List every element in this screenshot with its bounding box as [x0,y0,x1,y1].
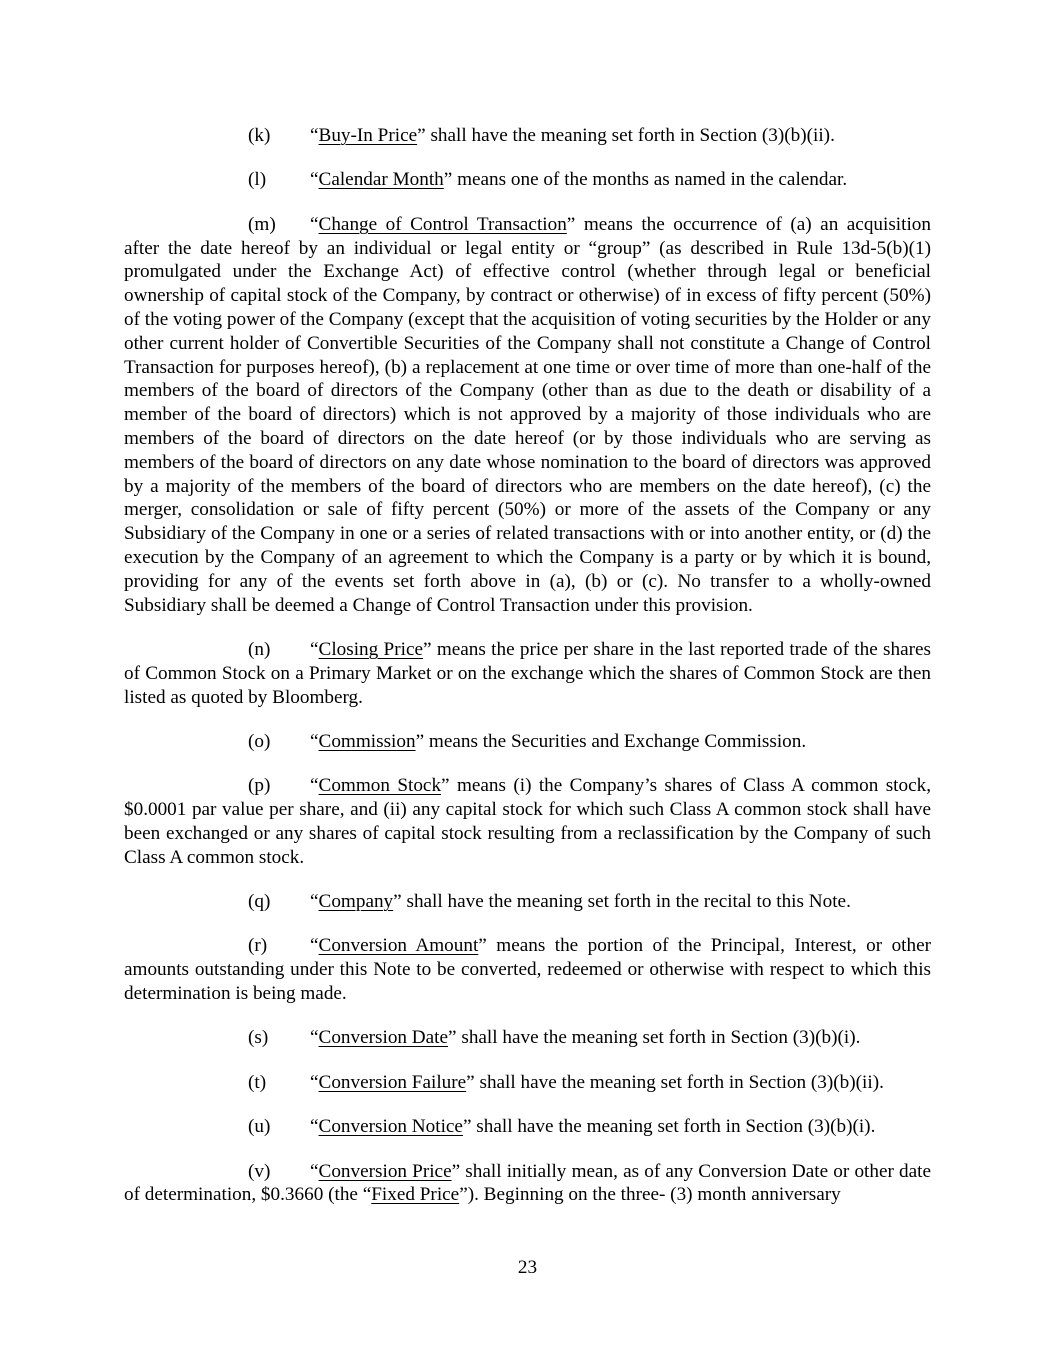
defined-term: Conversion Date [318,1027,449,1049]
definition-o: (o) “Commission” means the Securities and Exchange Commission. [248,730,807,752]
definition-k: (k) “Buy-In Price” shall have the meaning set forth in Section (3)(b)(ii). [248,125,835,146]
definition-label: (s) [248,1027,269,1049]
defined-term: Company [318,891,394,913]
document-body [124,124,931,1228]
definition-text: means the Securities and Exchange Commission. [424,730,807,752]
definition-label: (k) [248,125,271,146]
defined-term: Closing Price [318,638,423,660]
definition-label: (m) [248,213,276,235]
definition-text-continued: ”). Beginning on the three- (3) month anniversary [459,1184,841,1206]
defined-term: Conversion Failure [318,1071,467,1093]
definition-text: shall have the meaning set forth in Section (3)(b)(i). [456,1027,861,1049]
page-number: 23 [517,1257,538,1278]
definition-text: shall have the meaning set forth in the recital to this Note. [401,891,851,913]
definition-l: (l) “Calendar Month” means one of the months as named in the calendar. [248,169,848,191]
definition-text: shall initially mean, as of any Conversion Date or other date of determination, $0.3660 (the “ [124,1160,931,1206]
defined-term: Common Stock [318,775,442,797]
definition-m: (m) “Change of Control Transaction” means the occurrence of (a) an acquisition after the date hereof by an individual or legal entity or “group” (as described in Rule 13d-5(b)(1) promulgated under the Exchange Act) of effective control (whether through legal or beneficial ownership of capital stock of the Company, by contract or otherwise) of in excess of fifty percent (50%) of the voting power of the Company (except that the acquisition of voting securities by the Holder or any other current holder of Convertible Securities of the Company shall not constitute a Change of Control Transaction for purposes hereof), (b) a replacement at one time or over time of more than one-half of the members of the board of directors of the Company (other than as due to the death or disability of a member of the board of directors) which is not approved by a majority of those individuals who are members of the board of directors on the date hereof (or by those individuals who are serving as members of the board of directors on any date whose nomination to the board of directors was approved by a majority of the members of the board of directors who are members on the date hereof), (c) the merger, consolidation or sale of fifty percent (50%) or more of the assets of the Company or any Subsidiary of the Company in one or a series of related transactions with or into another entity, or (d) the execution by the Company of an agreement to which the Company is a party or by which it is bound, providing for any of the events set forth above in (a), (b) or (c). No transfer to a wholly-owned Subsidiary shall be deemed a Change of Control Transaction under this provision. [124,213,931,616]
definition-label: (l) [248,169,267,191]
definition-label: (r) [248,935,268,957]
definition-label: (o) [248,730,271,752]
definition-text: means the price per share in the last reported trade of the shares of Common Stock on a Primary Market or on the exchange which the shares of Common Stock are then listed as quoted by Bloomberg. [124,638,931,708]
definition-text: means the portion of the Principal, Interest, or other amounts outstanding under this Note to be converted, redeemed or otherwise with respect to which this determination is being made. [124,935,931,1005]
definition-t: (t) “Conversion Failure” shall have the meaning set forth in Section (3)(b)(ii). [248,1071,884,1093]
definition-text: means (i) the Company’s shares of Class A common stock, $0.0001 par value per share, and (ii) any capital stock for which such Class A common stock shall have been exchanged or any shares of capital stock resulting from a reclassification by the Company of such Class A common stock. [124,775,931,868]
definition-p: (p) “Common Stock” means (i) the Company’s shares of Class A common stock, $0.0001 par value per share, and (ii) any capital stock for which such Class A common stock shall have been exchanged or any shares of capital stock resulting from a reclassification by the Company of such Class A common stock. [124,775,931,868]
defined-term: Change of Control Transaction [318,213,567,235]
definition-label: (p) [248,775,271,797]
definition-text: shall have the meaning set forth in Section (3)(b)(i). [471,1116,876,1138]
defined-term-inline: Fixed Price [371,1184,460,1206]
definition-label: (n) [248,638,271,660]
defined-term: Buy-In Price [318,125,418,146]
defined-term: Conversion Price [318,1160,452,1182]
defined-term: Conversion Notice [318,1116,463,1138]
defined-term: Conversion Amount [318,935,479,957]
defined-term: Calendar Month [318,169,444,191]
definition-text: means one of the months as named in the calendar. [452,169,848,191]
definition-u: (u) “Conversion Notice” shall have the meaning set forth in Section (3)(b)(i). [248,1116,876,1138]
definition-n: (n) “Closing Price” means the price per share in the last reported trade of the shares of Common Stock on a Primary Market or on the exchange which the shares of Common Stock are then listed as quoted by Bloomberg. [124,638,931,708]
definition-r: (r) “Conversion Amount” means the portion of the Principal, Interest, or other amounts outstanding under this Note to be converted, redeemed or otherwise with respect to which this determination is being made. [124,935,931,1005]
definition-label: (u) [248,1116,271,1138]
definition-v: (v) “Conversion Price” shall initially mean, as of any Conversion Date or other date of determination, $0.3660 (the “Fixed Price”). Beginning on the three- (3) month anniversary [124,1160,931,1206]
definition-label: (q) [248,891,271,913]
definition-text: shall have the meaning set forth in Section (3)(b)(ii). [425,125,835,146]
definition-s: (s) “Conversion Date” shall have the meaning set forth in Section (3)(b)(i). [248,1027,861,1049]
definition-label: (v) [248,1160,271,1182]
definition-q: (q) “Company” shall have the meaning set forth in the recital to this Note. [248,891,851,913]
definition-label: (t) [248,1071,267,1093]
defined-term: Commission [318,730,416,752]
definition-text: shall have the meaning set forth in Section (3)(b)(ii). [474,1071,884,1093]
definition-text: means the occurrence of (a) an acquisition after the date hereof by an individual or legal entity or “group” (as described in Rule 13d-5(b)(1) promulgated under the Exchange Act) of effective control (whether through legal or beneficial ownership of capital stock of the Company, by contract or otherwise) of in excess of fifty percent (50%) of the voting power of the Company (except that the acquisition of voting securities by the Holder or any other current holder of Convertible Securities of the Company shall not constitute a Change of Control Transaction for purposes hereof), (b) a replacement at one time or over time of more than one-half of the members of the board of directors of the Company (other than as due to the death or disability of a member of the board of directors) which is not approved by a majority of those individuals who are members of the board of directors on the date hereof (or by those individuals who are serving as members of the board of directors on any date whose nomination to the board of directors was approved by a majority of the members of the board of directors who are members on the date hereof), (c) the merger, consolidation or sale of fifty percent (50%) or more of the assets of the Company or any Subsidiary of the Company in one or a series of related transactions with or into another entity, or (d) the execution by the Company of an agreement to which the Company is a party or by which it is bound, providing for any of the events set forth above in (a), (b) or (c). No transfer to a wholly-owned Subsidiary shall be deemed a Change of Control Transaction under this provision. [124,213,931,616]
